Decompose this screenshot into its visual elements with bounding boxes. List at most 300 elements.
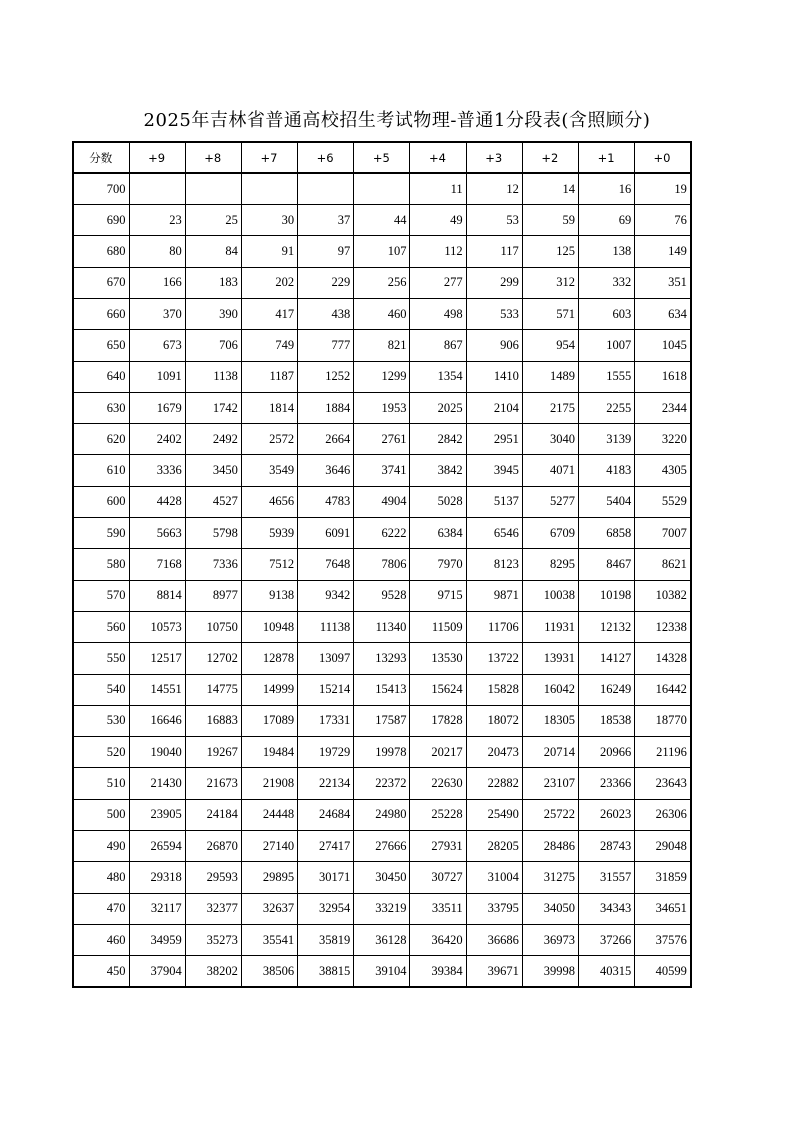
count-cell: 14999 [241,674,297,705]
count-cell: 18770 [635,705,691,736]
count-cell: 40315 [579,956,635,987]
count-cell: 12338 [635,611,691,642]
table-row [73,893,691,924]
count-cell: 8814 [129,580,185,611]
count-cell: 35541 [241,924,297,955]
table-row [73,424,691,455]
count-cell: 4183 [579,455,635,486]
count-cell: 1679 [129,392,185,423]
count-cell: 19484 [241,737,297,768]
count-cell: 370 [129,298,185,329]
count-cell: 24980 [354,799,410,830]
score-cell: 470 [73,893,129,924]
count-cell: 2572 [241,424,297,455]
count-cell: 34050 [522,893,578,924]
count-cell: 33511 [410,893,466,924]
score-cell: 450 [73,956,129,987]
count-cell: 107 [354,236,410,267]
count-cell: 22134 [298,768,354,799]
count-cell: 12 [466,173,522,204]
count-cell: 3450 [185,455,241,486]
count-cell: 23366 [579,768,635,799]
count-cell: 17828 [410,705,466,736]
table-row [73,831,691,862]
count-cell: 33219 [354,893,410,924]
table-row [73,392,691,423]
count-cell: 1742 [185,392,241,423]
count-cell [185,173,241,204]
count-cell: 2402 [129,424,185,455]
count-cell: 7970 [410,549,466,580]
count-cell: 634 [635,298,691,329]
count-cell: 15828 [466,674,522,705]
table-row [73,455,691,486]
count-cell: 4904 [354,486,410,517]
count-cell: 1555 [579,361,635,392]
count-cell: 28205 [466,831,522,862]
score-cell: 460 [73,924,129,955]
count-cell [241,173,297,204]
count-cell: 14775 [185,674,241,705]
count-cell: 18538 [579,705,635,736]
count-cell: 49 [410,205,466,236]
count-cell: 91 [241,236,297,267]
count-cell: 21908 [241,768,297,799]
count-cell: 12702 [185,643,241,674]
count-cell: 24184 [185,799,241,830]
count-cell: 125 [522,236,578,267]
count-cell: 19040 [129,737,185,768]
count-cell: 1187 [241,361,297,392]
count-cell: 20473 [466,737,522,768]
page-title: 2025年吉林省普通高校招生考试物理-普通1分段表(含照顾分) [143,110,651,131]
count-cell: 498 [410,298,466,329]
count-cell: 2761 [354,424,410,455]
count-cell: 19267 [185,737,241,768]
table-row [73,674,691,705]
count-cell: 229 [298,267,354,298]
count-cell: 8977 [185,580,241,611]
count-cell: 5137 [466,486,522,517]
count-cell: 21196 [635,737,691,768]
count-cell: 7336 [185,549,241,580]
count-cell: 2492 [185,424,241,455]
count-cell: 23 [129,205,185,236]
count-cell: 256 [354,267,410,298]
count-cell: 2255 [579,392,635,423]
count-cell: 20966 [579,737,635,768]
count-cell: 23643 [635,768,691,799]
count-cell: 80 [129,236,185,267]
count-cell: 34959 [129,924,185,955]
count-cell: 1045 [635,330,691,361]
count-cell: 30727 [410,862,466,893]
count-cell: 6546 [466,518,522,549]
count-cell: 38202 [185,956,241,987]
count-cell: 1489 [522,361,578,392]
count-cell: 5404 [579,486,635,517]
table-row [73,298,691,329]
count-cell: 16042 [522,674,578,705]
count-cell: 17089 [241,705,297,736]
count-cell: 2664 [298,424,354,455]
column-header-offset: +1 [579,142,635,173]
count-cell: 32637 [241,893,297,924]
score-cell: 680 [73,236,129,267]
column-header-offset: +7 [241,142,297,173]
score-cell: 490 [73,831,129,862]
count-cell: 31004 [466,862,522,893]
count-cell: 277 [410,267,466,298]
count-cell: 11138 [298,611,354,642]
count-cell: 112 [410,236,466,267]
count-cell: 1252 [298,361,354,392]
table-row [73,267,691,298]
count-cell: 3220 [635,424,691,455]
table-header-row [73,142,691,173]
column-header-offset: +9 [129,142,185,173]
count-cell: 9528 [354,580,410,611]
count-cell: 12517 [129,643,185,674]
count-cell: 460 [354,298,410,329]
table-row [73,330,691,361]
count-cell: 6384 [410,518,466,549]
count-cell: 25722 [522,799,578,830]
count-cell: 40599 [635,956,691,987]
count-cell: 4783 [298,486,354,517]
count-cell: 5277 [522,486,578,517]
count-cell: 22372 [354,768,410,799]
count-cell: 20217 [410,737,466,768]
count-cell: 5939 [241,518,297,549]
table-row [73,486,691,517]
score-cell: 630 [73,392,129,423]
count-cell: 1884 [298,392,354,423]
count-cell: 30171 [298,862,354,893]
count-cell: 44 [354,205,410,236]
count-cell: 39998 [522,956,578,987]
count-cell: 35819 [298,924,354,955]
count-cell: 5028 [410,486,466,517]
count-cell: 1953 [354,392,410,423]
count-cell: 166 [129,267,185,298]
count-cell: 9715 [410,580,466,611]
table-row [73,236,691,267]
count-cell: 9138 [241,580,297,611]
count-cell: 533 [466,298,522,329]
count-cell: 8295 [522,549,578,580]
score-cell: 560 [73,611,129,642]
count-cell: 27666 [354,831,410,862]
count-cell: 36973 [522,924,578,955]
count-cell: 7648 [298,549,354,580]
count-cell: 603 [579,298,635,329]
count-cell: 3945 [466,455,522,486]
count-cell: 14127 [579,643,635,674]
count-cell: 14 [522,173,578,204]
count-cell: 31557 [579,862,635,893]
count-cell: 35273 [185,924,241,955]
score-cell: 660 [73,298,129,329]
count-cell: 4305 [635,455,691,486]
score-cell: 640 [73,361,129,392]
count-cell: 22882 [466,768,522,799]
count-cell [354,173,410,204]
count-cell: 4428 [129,486,185,517]
count-cell: 906 [466,330,522,361]
count-cell: 777 [298,330,354,361]
count-cell: 21430 [129,768,185,799]
count-cell: 8621 [635,549,691,580]
count-cell: 18305 [522,705,578,736]
count-cell: 16883 [185,705,241,736]
count-cell: 32117 [129,893,185,924]
score-cell: 600 [73,486,129,517]
count-cell: 27140 [241,831,297,862]
table-row [73,768,691,799]
count-cell: 1299 [354,361,410,392]
column-header-score: 分数 [73,142,129,173]
count-cell: 25490 [466,799,522,830]
column-header-offset: +0 [635,142,691,173]
count-cell: 3139 [579,424,635,455]
count-cell: 11931 [522,611,578,642]
count-cell: 117 [466,236,522,267]
count-cell: 14328 [635,643,691,674]
table-row [73,549,691,580]
count-cell [129,173,185,204]
count-cell: 34343 [579,893,635,924]
count-cell: 7512 [241,549,297,580]
count-cell: 673 [129,330,185,361]
count-cell: 53 [466,205,522,236]
column-header-offset: +3 [466,142,522,173]
count-cell: 12132 [579,611,635,642]
count-cell: 351 [635,267,691,298]
count-cell: 24684 [298,799,354,830]
count-cell: 3040 [522,424,578,455]
count-cell: 23905 [129,799,185,830]
count-cell: 954 [522,330,578,361]
count-cell: 1007 [579,330,635,361]
count-cell: 1138 [185,361,241,392]
count-cell: 22630 [410,768,466,799]
count-cell: 13097 [298,643,354,674]
count-cell: 20714 [522,737,578,768]
count-cell: 13293 [354,643,410,674]
count-cell: 7168 [129,549,185,580]
count-cell: 10038 [522,580,578,611]
count-cell: 11706 [466,611,522,642]
count-cell: 10573 [129,611,185,642]
count-cell: 3646 [298,455,354,486]
count-cell: 16249 [579,674,635,705]
count-cell: 4527 [185,486,241,517]
count-cell: 438 [298,298,354,329]
count-cell: 19978 [354,737,410,768]
table-row [73,580,691,611]
table-row [73,705,691,736]
count-cell: 26870 [185,831,241,862]
score-cell: 590 [73,518,129,549]
count-cell: 11340 [354,611,410,642]
count-cell: 25 [185,205,241,236]
count-cell: 16442 [635,674,691,705]
count-cell: 16 [579,173,635,204]
count-cell: 6222 [354,518,410,549]
count-cell: 15214 [298,674,354,705]
column-header-offset: +2 [522,142,578,173]
count-cell: 25228 [410,799,466,830]
score-cell: 580 [73,549,129,580]
count-cell: 7806 [354,549,410,580]
count-cell: 11509 [410,611,466,642]
score-table [72,141,692,988]
count-cell [298,173,354,204]
score-cell: 480 [73,862,129,893]
count-cell: 867 [410,330,466,361]
count-cell: 8467 [579,549,635,580]
count-cell: 37576 [635,924,691,955]
count-cell: 1814 [241,392,297,423]
count-cell: 6858 [579,518,635,549]
count-cell: 23107 [522,768,578,799]
count-cell: 299 [466,267,522,298]
count-cell: 2951 [466,424,522,455]
count-cell: 34651 [635,893,691,924]
count-cell: 32954 [298,893,354,924]
count-cell: 24448 [241,799,297,830]
count-cell: 18072 [466,705,522,736]
count-cell: 28486 [522,831,578,862]
table-row [73,924,691,955]
count-cell: 13530 [410,643,466,674]
score-cell: 530 [73,705,129,736]
count-cell: 6091 [298,518,354,549]
count-cell: 4656 [241,486,297,517]
count-cell: 30 [241,205,297,236]
count-cell: 10948 [241,611,297,642]
count-cell: 1091 [129,361,185,392]
count-cell: 9871 [466,580,522,611]
count-cell: 26594 [129,831,185,862]
count-cell: 30450 [354,862,410,893]
table-row [73,361,691,392]
count-cell: 13722 [466,643,522,674]
count-cell: 202 [241,267,297,298]
count-cell: 59 [522,205,578,236]
table-row [73,611,691,642]
count-cell: 29048 [635,831,691,862]
count-cell: 5529 [635,486,691,517]
count-cell: 27931 [410,831,466,862]
count-cell: 19 [635,173,691,204]
count-cell: 390 [185,298,241,329]
column-header-offset: +4 [410,142,466,173]
table-row [73,799,691,830]
count-cell: 2104 [466,392,522,423]
count-cell: 29593 [185,862,241,893]
table-row [73,956,691,987]
count-cell: 10750 [185,611,241,642]
count-cell: 4071 [522,455,578,486]
count-cell: 749 [241,330,297,361]
count-cell: 19729 [298,737,354,768]
count-cell: 36128 [354,924,410,955]
count-cell: 27417 [298,831,354,862]
table-body [73,173,691,987]
count-cell: 38506 [241,956,297,987]
count-cell: 17331 [298,705,354,736]
count-cell: 31275 [522,862,578,893]
count-cell: 76 [635,205,691,236]
count-cell: 312 [522,267,578,298]
table-row [73,173,691,204]
count-cell: 97 [298,236,354,267]
count-cell: 10382 [635,580,691,611]
count-cell: 183 [185,267,241,298]
table-row [73,737,691,768]
count-cell: 821 [354,330,410,361]
count-cell: 69 [579,205,635,236]
table-row [73,862,691,893]
count-cell: 2344 [635,392,691,423]
count-cell: 6709 [522,518,578,549]
count-cell: 29895 [241,862,297,893]
count-cell: 16646 [129,705,185,736]
count-cell: 11 [410,173,466,204]
score-cell: 690 [73,205,129,236]
count-cell: 32377 [185,893,241,924]
count-cell: 39671 [466,956,522,987]
count-cell: 3549 [241,455,297,486]
count-cell: 36420 [410,924,466,955]
count-cell: 3842 [410,455,466,486]
count-cell: 1618 [635,361,691,392]
count-cell: 1410 [466,361,522,392]
count-cell: 39104 [354,956,410,987]
score-cell: 670 [73,267,129,298]
count-cell: 15624 [410,674,466,705]
count-cell: 12878 [241,643,297,674]
column-header-offset: +8 [185,142,241,173]
score-cell: 540 [73,674,129,705]
score-cell: 570 [73,580,129,611]
count-cell: 26306 [635,799,691,830]
count-cell: 84 [185,236,241,267]
count-cell: 5798 [185,518,241,549]
count-cell: 37904 [129,956,185,987]
count-cell: 31859 [635,862,691,893]
score-cell: 500 [73,799,129,830]
count-cell: 10198 [579,580,635,611]
count-cell: 3741 [354,455,410,486]
count-cell: 17587 [354,705,410,736]
count-cell: 2842 [410,424,466,455]
count-cell: 37 [298,205,354,236]
count-cell: 15413 [354,674,410,705]
count-cell: 1354 [410,361,466,392]
count-cell: 2025 [410,392,466,423]
column-header-offset: +6 [298,142,354,173]
score-cell: 700 [73,173,129,204]
count-cell: 2175 [522,392,578,423]
count-cell: 13931 [522,643,578,674]
column-header-offset: +5 [354,142,410,173]
count-cell: 26023 [579,799,635,830]
count-cell: 8123 [466,549,522,580]
count-cell: 29318 [129,862,185,893]
